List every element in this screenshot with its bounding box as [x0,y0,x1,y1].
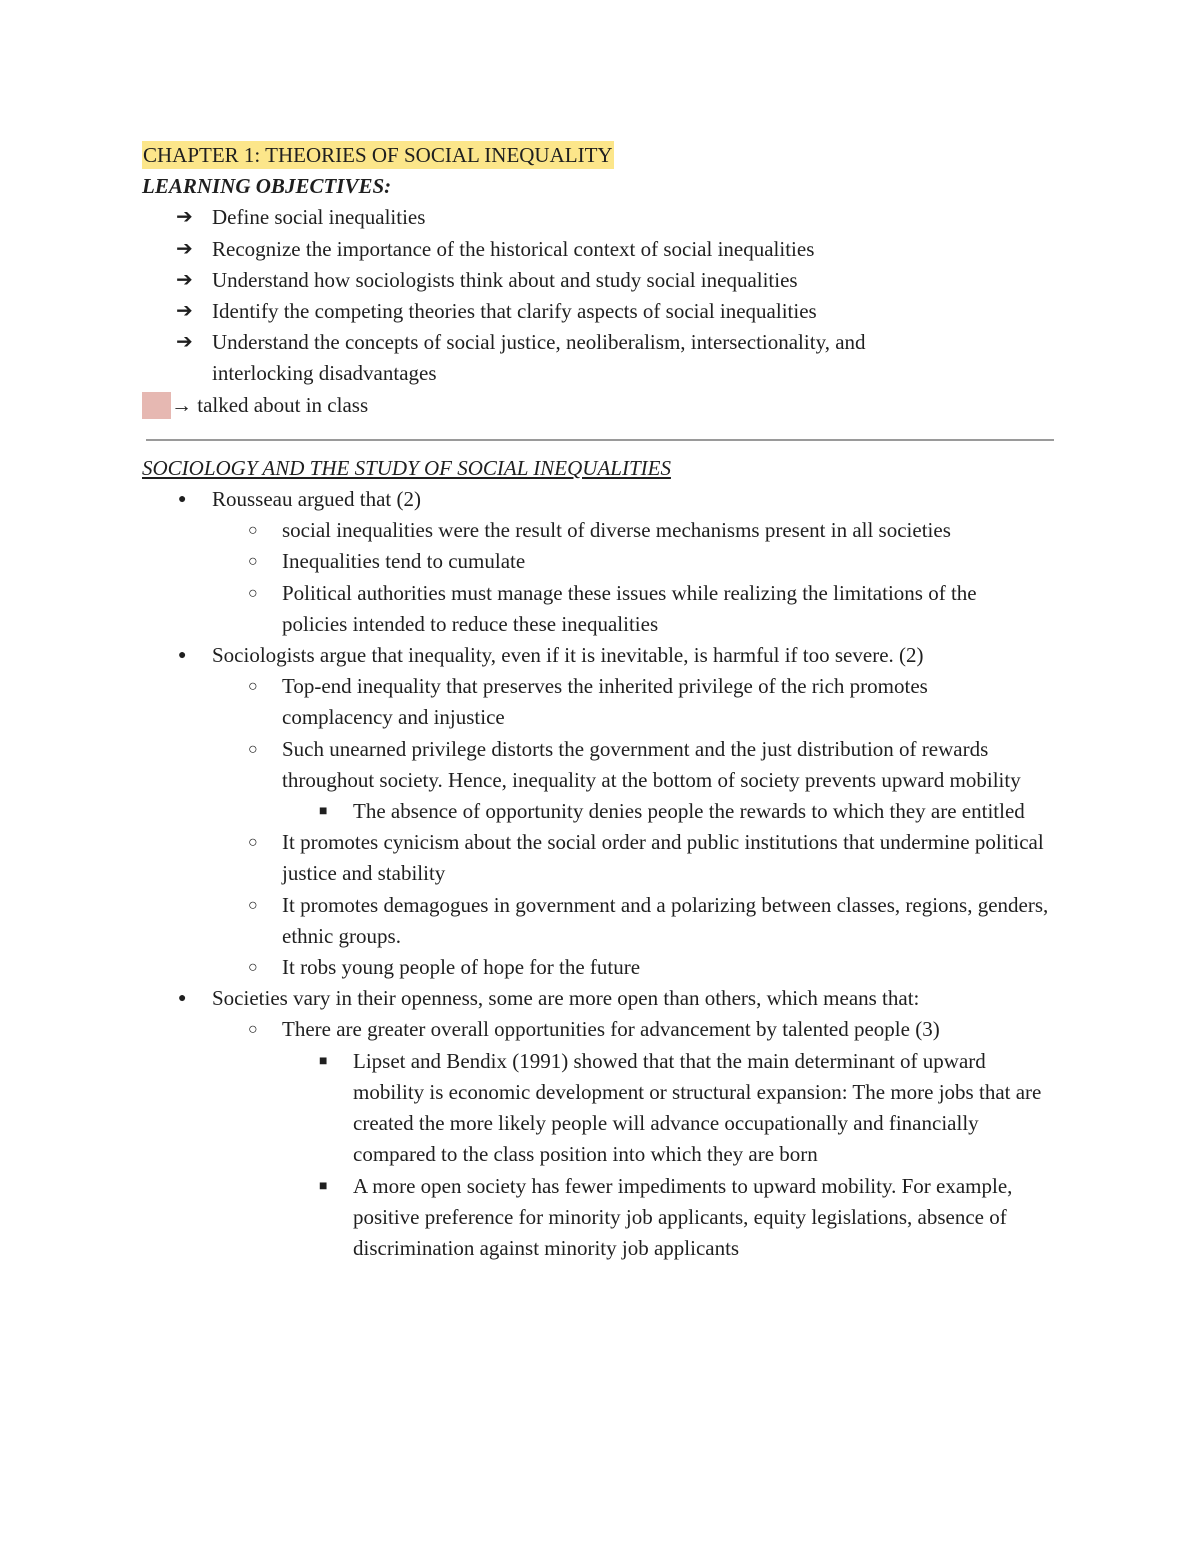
filled-circle-bullet-icon: ● [178,648,187,664]
hollow-circle-bullet-icon: ○ [248,834,258,852]
outline-text: Inequalities tend to cumulate [282,549,526,574]
square-bullet-icon: ■ [319,804,328,820]
chapter-title-line [142,140,1062,171]
outline-text: There are greater overall opportunities for advancement by talented people (3) [282,1017,940,1042]
arrow-bullet-icon: ➔ [176,268,193,291]
legend-color-swatch [142,392,171,419]
objective-item [142,202,1062,233]
hollow-circle-bullet-icon: ○ [248,584,258,602]
square-bullet-icon: ■ [319,1178,328,1194]
filled-circle-bullet-icon: ● [178,492,187,508]
outline-item [142,827,1062,889]
hollow-circle-bullet-icon: ○ [248,678,258,696]
hollow-circle-bullet-icon: ○ [248,959,258,977]
outline-item [142,1046,1062,1171]
outline-text: The absence of opportunity denies people the rewards to which they are entitled [353,799,1025,824]
outline-text: Lipset and Bendix (1991) showed that that the main determinant of upward mobility is economic development or structural expansion: The more jobs that are created the more likely people will advance occupationally and financially compared to the class position into which they are born [353,1048,1042,1167]
objective-item [142,234,1062,265]
arrow-bullet-icon: ➔ [176,206,193,229]
outline-item [142,515,1062,546]
horizontal-divider [146,439,1054,441]
outline-item [142,640,1062,671]
outline-item [142,1014,1062,1045]
outline-item [142,484,1062,515]
document-page [142,140,1062,1264]
outline-item [142,1171,1062,1265]
objective-item [142,265,1062,296]
outline-item [142,796,1062,827]
outline-text: social inequalities were the result of diverse mechanisms present in all societies [282,518,951,543]
outline-text: It robs young people of hope for the future [282,955,641,980]
section-heading: SOCIOLOGY AND THE STUDY OF SOCIAL INEQUALITIES [142,455,671,480]
outline-text: Rousseau argued that (2) [212,487,421,512]
outline-item [142,671,1062,733]
arrow-bullet-icon: ➔ [176,237,193,260]
objective-text: Define social inequalities [212,205,426,230]
outline-text: Sociologists argue that inequality, even if it is inevitable, is harmful if too severe. (2) [212,643,924,668]
square-bullet-icon: ■ [319,1053,328,1069]
outline-text: Political authorities must manage these issues while realizing the limitations of the policies intended to reduce these inequalities [282,580,977,636]
outline-text: A more open society has fewer impediments to upward mobility. For example, positive preference for minority job applicants, equity legislations, absence of discrimination against minority job applicants [353,1173,1013,1260]
arrow-bullet-icon: ➔ [176,300,193,323]
outline-text: Such unearned privilege distorts the government and the just distribution of rewards throughout society. Hence, inequality at the bottom of society prevents upward mobility [282,736,1021,792]
objective-text: Understand how sociologists think about and study social inequalities [212,267,798,292]
objective-text: Identify the competing theories that clarify aspects of social inequalities [212,299,817,324]
outline-text: Societies vary in their openness, some are more open than others, which means that: [212,986,920,1011]
arrow-bullet-icon: ➔ [176,331,193,354]
objective-text: Recognize the importance of the historical context of social inequalities [212,236,815,261]
outline-item [142,546,1062,577]
outline-item [142,890,1062,952]
hollow-circle-bullet-icon: ○ [248,896,258,914]
outline-text: Top-end inequality that preserves the inherited privilege of the rich promotes complacency and injustice [282,674,928,730]
objective-item [142,327,1062,389]
filled-circle-bullet-icon: ● [178,991,187,1007]
hollow-circle-bullet-icon: ○ [248,522,258,540]
outline-text: It promotes cynicism about the social order and public institutions that undermine political justice and stability [282,830,1044,886]
legend-text: → talked about in class [171,392,369,417]
chapter-title: CHAPTER 1: THEORIES OF SOCIAL INEQUALITY [143,143,613,167]
learning-objectives-heading: LEARNING OBJECTIVES: [142,174,392,199]
objective-item [142,296,1062,327]
outline-item [142,578,1062,640]
outline-text: It promotes demagogues in government and a polarizing between classes, regions, genders, ethnic groups. [282,892,1049,948]
outline-item [142,983,1062,1014]
hollow-circle-bullet-icon: ○ [248,553,258,571]
outline-item [142,734,1062,796]
hollow-circle-bullet-icon: ○ [248,740,258,758]
outline-item [142,952,1062,983]
legend [142,390,1062,421]
objective-text: Understand the concepts of social justice, neoliberalism, intersectionality, and interlocking disadvantages [212,330,866,386]
hollow-circle-bullet-icon: ○ [248,1021,258,1039]
